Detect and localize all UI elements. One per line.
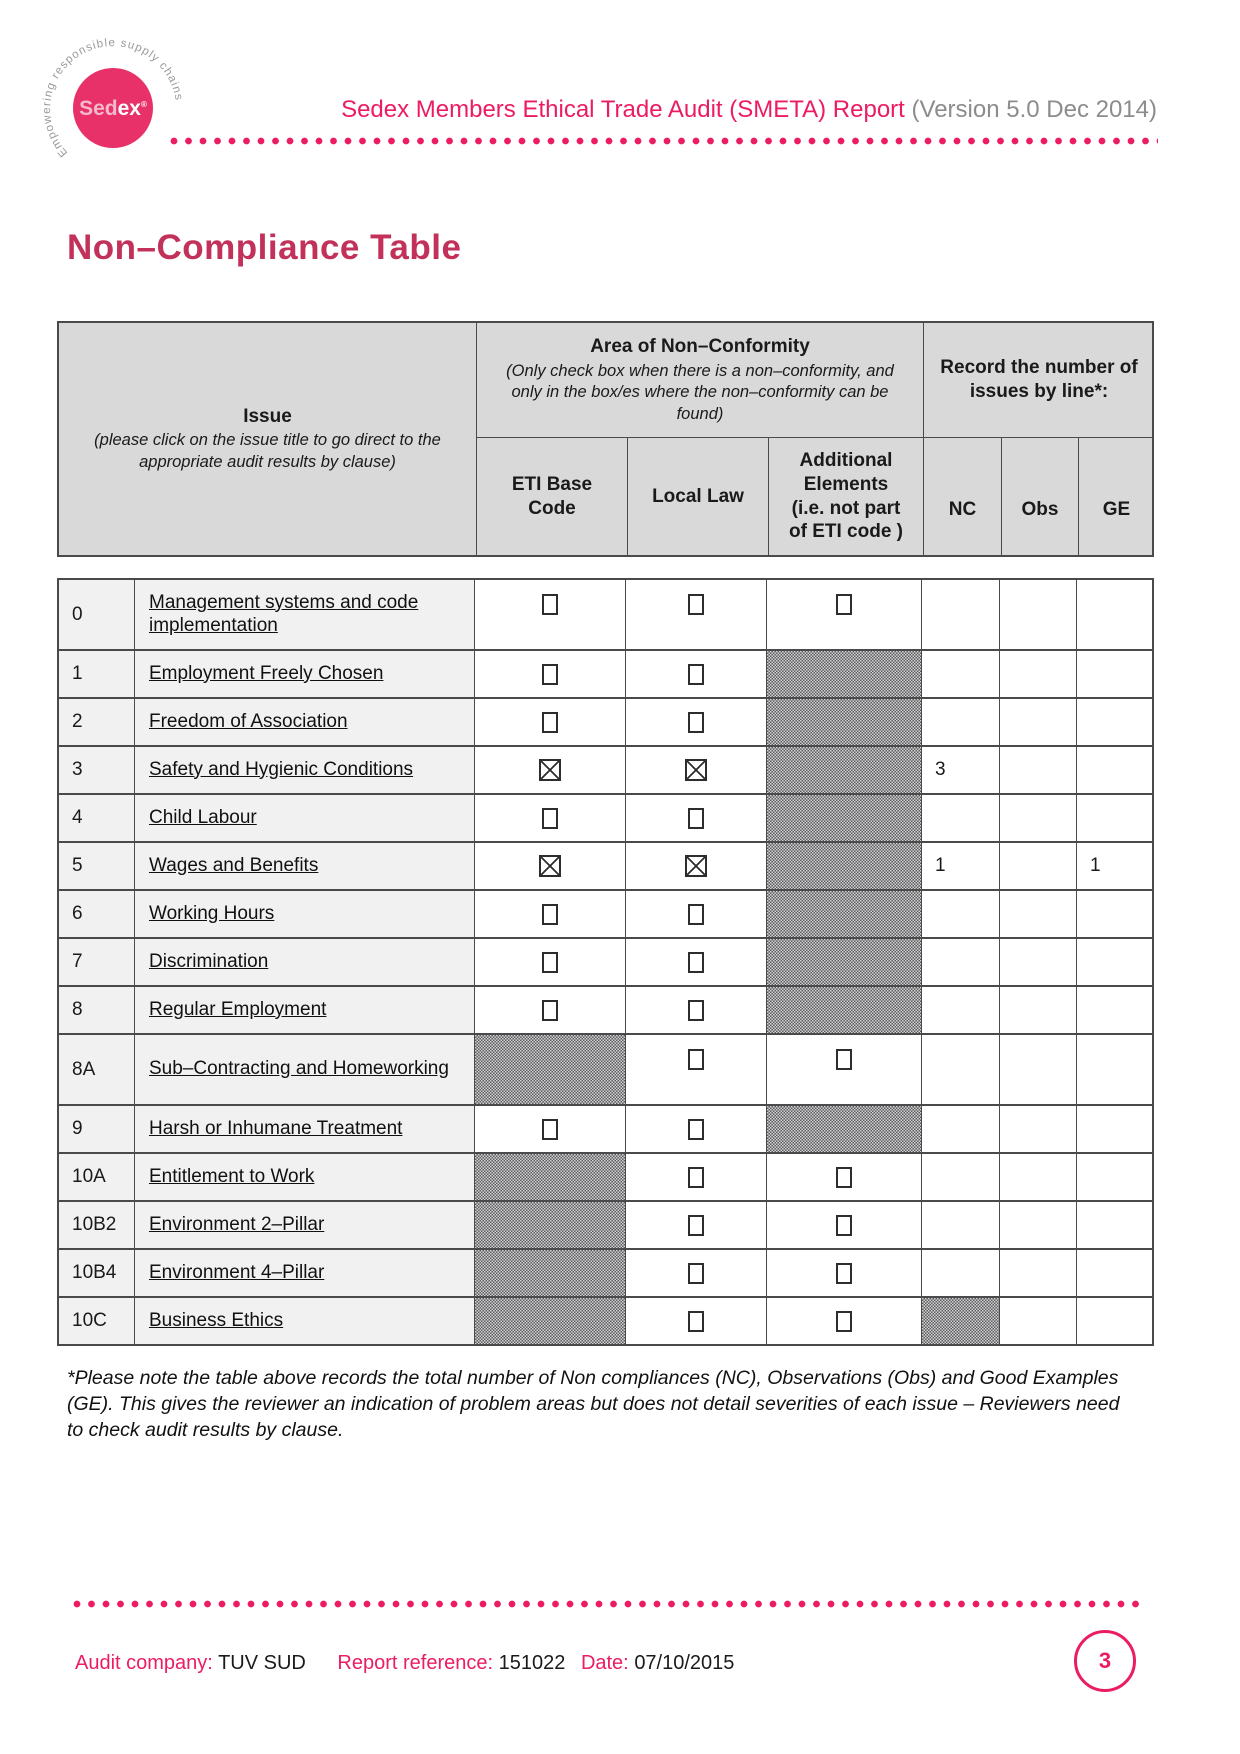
issue-link[interactable]: Environment 2–Pillar: [149, 1213, 325, 1235]
law-header-label: Local Law: [652, 485, 744, 507]
cell-eti: [475, 1035, 626, 1104]
report-reference-label: Report reference:: [337, 1652, 494, 1674]
cell-obs-count[interactable]: [1000, 891, 1077, 937]
table-row: [59, 939, 1152, 987]
row-id: 4: [59, 795, 135, 841]
cell-eti: [475, 699, 626, 745]
issue-link[interactable]: Working Hours: [149, 902, 275, 924]
logo-tagline: Empowering responsible supply chains: [41, 36, 185, 159]
issue-header-note: (please click on the issue title to go direct to the appropriate audit results by clause): [94, 431, 441, 471]
row-id: 3: [59, 747, 135, 793]
issue-cell: [135, 1298, 475, 1344]
eti-checkbox[interactable]: [542, 664, 558, 685]
cell-add: [767, 795, 922, 841]
table-footnote: *Please note the table above records the total number of Non compliances (NC), Observations (Obs) and Good Examples (GE). This gives the reviewer an indication of problem areas but does not detail severities of each issue – Reviewers need to check audit results by clause.: [67, 1367, 1120, 1441]
cell-law: [626, 1106, 767, 1152]
cell-law: [626, 987, 767, 1033]
header-dotted-divider: [170, 137, 1158, 145]
add-checkbox[interactable]: [836, 1049, 852, 1070]
cell-eti: [475, 747, 626, 793]
issue-cell: [135, 699, 475, 745]
column-header-obs: [1001, 437, 1078, 555]
issue-cell: [135, 891, 475, 937]
cell-law: [626, 1154, 767, 1200]
issue-link[interactable]: Harsh or Inhumane Treatment: [149, 1117, 403, 1139]
cell-nc-count[interactable]: 3: [922, 747, 1000, 793]
row-id: 2: [59, 699, 135, 745]
cell-law: [626, 580, 767, 649]
cell-obs-count[interactable]: [1000, 795, 1077, 841]
add-header-label: Additional Elements (i.e. not part of ETI code ): [789, 450, 903, 543]
column-header-additional-elements: [768, 437, 923, 555]
cell-ge-count[interactable]: [1077, 699, 1152, 745]
cell-eti: [475, 795, 626, 841]
cell-obs-count[interactable]: [1000, 1298, 1077, 1344]
cell-ge-count[interactable]: [1077, 1035, 1152, 1104]
report-masthead: [200, 96, 1157, 124]
issue-cell: [135, 795, 475, 841]
cell-obs-count[interactable]: [1000, 1106, 1077, 1152]
cell-ge-count[interactable]: [1077, 1154, 1152, 1200]
cell-ge-count[interactable]: [1077, 580, 1152, 649]
cell-eti: [475, 1202, 626, 1248]
issue-header-label: Issue: [243, 405, 292, 427]
cell-law: [626, 1298, 767, 1344]
law-checkbox[interactable]: [688, 1119, 704, 1140]
issue-cell: [135, 843, 475, 889]
law-checkbox[interactable]: [688, 594, 704, 615]
cell-nc-count[interactable]: [922, 1202, 1000, 1248]
audit-company-label: Audit company:: [75, 1652, 213, 1674]
row-id: 6: [59, 891, 135, 937]
eti-checkbox[interactable]: [542, 1000, 558, 1021]
cell-law: [626, 1202, 767, 1248]
column-header-area-of-non-conformity: [476, 323, 923, 437]
cell-eti: [475, 1106, 626, 1152]
column-header-ge: [1078, 437, 1154, 555]
eti-checkbox[interactable]: [542, 904, 558, 925]
table-row: [59, 843, 1152, 891]
area-header-label: Area of Non–Conformity: [590, 335, 810, 357]
issue-link[interactable]: Freedom of Association: [149, 710, 348, 732]
issue-cell: [135, 747, 475, 793]
issue-link[interactable]: Discrimination: [149, 950, 269, 972]
cell-obs-count[interactable]: [1000, 699, 1077, 745]
column-header-record-issues: [923, 323, 1154, 437]
cell-nc-count[interactable]: 1: [922, 843, 1000, 889]
law-checkbox[interactable]: [688, 1167, 704, 1188]
law-checkbox-checked[interactable]: [685, 759, 707, 781]
cell-eti: [475, 1154, 626, 1200]
eti-checkbox[interactable]: [542, 952, 558, 973]
cell-add: [767, 1154, 922, 1200]
issue-link[interactable]: Safety and Hygienic Conditions: [149, 758, 414, 780]
eti-checkbox-checked[interactable]: [539, 759, 561, 781]
table-row: [59, 747, 1152, 795]
date-value: 07/10/2015: [634, 1652, 735, 1674]
row-id: 10B4: [59, 1250, 135, 1296]
law-checkbox[interactable]: [688, 952, 704, 973]
row-id: 9: [59, 1106, 135, 1152]
report-version: (Version 5.0 Dec 2014): [911, 96, 1157, 123]
cell-law: [626, 651, 767, 697]
table-row: [59, 987, 1152, 1035]
cell-ge-count[interactable]: [1077, 987, 1152, 1033]
law-checkbox[interactable]: [688, 712, 704, 733]
add-checkbox[interactable]: [836, 1311, 852, 1332]
table-row: [59, 1106, 1152, 1154]
issue-link[interactable]: Business Ethics: [149, 1309, 284, 1331]
cell-obs-count[interactable]: [1000, 843, 1077, 889]
cell-obs-count[interactable]: [1000, 580, 1077, 649]
law-checkbox[interactable]: [688, 1215, 704, 1236]
obs-header-label: Obs: [1021, 498, 1059, 520]
cell-obs-count[interactable]: [1000, 1035, 1077, 1104]
table-row: [59, 1250, 1152, 1298]
cell-add: [767, 1106, 922, 1152]
cell-ge-count[interactable]: 1: [1090, 855, 1101, 876]
cell-eti: [475, 1250, 626, 1296]
table-row: [59, 891, 1152, 939]
cell-eti: [475, 843, 626, 889]
issue-link[interactable]: Regular Employment: [149, 998, 327, 1020]
page-title: Non–Compliance Table: [67, 228, 462, 267]
cell-add: [767, 843, 922, 889]
sedex-logo: [35, 30, 197, 198]
cell-law: [626, 891, 767, 937]
row-id: 8: [59, 987, 135, 1033]
logo-brand-sed: Sed: [79, 97, 118, 120]
add-checkbox[interactable]: [836, 594, 852, 615]
table-header: [57, 321, 1154, 557]
cell-add: [767, 1202, 922, 1248]
cell-add: [767, 1298, 922, 1344]
cell-law: [626, 795, 767, 841]
issue-link[interactable]: Child Labour: [149, 806, 257, 828]
table-row: [59, 1035, 1152, 1106]
issue-cell: [135, 1250, 475, 1296]
cell-nc-count[interactable]: [922, 891, 1000, 937]
cell-add: [767, 1250, 922, 1296]
row-id: 5: [59, 843, 135, 889]
law-checkbox[interactable]: [688, 904, 704, 925]
page-number: 3: [1098, 1648, 1112, 1673]
table-row: [59, 1154, 1152, 1202]
issue-cell: [135, 1106, 475, 1152]
cell-nc-count[interactable]: [922, 795, 1000, 841]
row-id: 10A: [59, 1154, 135, 1200]
table-row: [59, 580, 1152, 651]
logo-brand-ex: ex: [117, 97, 141, 120]
issue-link[interactable]: Management systems and code implementation: [149, 591, 419, 636]
issue-link[interactable]: Employment Freely Chosen: [149, 662, 384, 684]
cell-eti: [475, 891, 626, 937]
cell-obs-count[interactable]: [1000, 987, 1077, 1033]
date-label: Date:: [580, 1652, 629, 1674]
ge-header-label: GE: [1102, 498, 1131, 520]
cell-law: [626, 747, 767, 793]
row-id: 10C: [59, 1298, 135, 1344]
issue-cell: [135, 1202, 475, 1248]
nc-header-label: NC: [948, 498, 977, 520]
audit-company-value: TUV SUD: [218, 1652, 306, 1674]
cell-nc-count[interactable]: [922, 987, 1000, 1033]
cell-ge-count[interactable]: [1077, 939, 1152, 985]
issue-cell: [135, 1035, 475, 1104]
add-checkbox[interactable]: [836, 1215, 852, 1236]
issue-cell: [135, 987, 475, 1033]
cell-add: [767, 651, 922, 697]
cell-ge-count[interactable]: [1077, 1250, 1152, 1296]
cell-nc-count[interactable]: [922, 699, 1000, 745]
law-checkbox[interactable]: [688, 1049, 704, 1070]
cell-law: [626, 843, 767, 889]
issue-link[interactable]: Wages and Benefits: [149, 854, 319, 876]
cell-nc-count[interactable]: [922, 1250, 1000, 1296]
cell-obs-count[interactable]: [1000, 1154, 1077, 1200]
issue-link[interactable]: Entitlement to Work: [149, 1165, 315, 1187]
cell-ge-count[interactable]: [1077, 1202, 1152, 1248]
row-id: 7: [59, 939, 135, 985]
cell-obs-count[interactable]: [1000, 939, 1077, 985]
cell-add: [767, 747, 922, 793]
row-id: 8A: [59, 1035, 135, 1104]
column-header-nc: [923, 437, 1001, 555]
eti-checkbox[interactable]: [542, 712, 558, 733]
cell-ge-count[interactable]: [1077, 1106, 1152, 1152]
law-checkbox[interactable]: [688, 808, 704, 829]
table-row: [59, 651, 1152, 699]
issue-cell: [135, 651, 475, 697]
cell-add: [767, 987, 922, 1033]
eti-checkbox[interactable]: [542, 808, 558, 829]
row-id: 10B2: [59, 1202, 135, 1248]
cell-law: [626, 699, 767, 745]
cell-add: [767, 939, 922, 985]
table-row: [59, 699, 1152, 747]
cell-obs-count[interactable]: [1000, 747, 1077, 793]
law-checkbox-checked[interactable]: [685, 855, 707, 877]
footer-info: [75, 1652, 734, 1675]
footer-dotted-divider: [73, 1600, 1139, 1608]
cell-nc-count[interactable]: [922, 580, 1000, 649]
law-checkbox[interactable]: [688, 664, 704, 685]
cell-law: [626, 939, 767, 985]
cell-nc-count[interactable]: [922, 1106, 1000, 1152]
report-title: Sedex Members Ethical Trade Audit (SMETA) Report: [341, 96, 912, 123]
cell-obs-count[interactable]: [1000, 1250, 1077, 1296]
table-row: [59, 1298, 1152, 1346]
area-header-note: (Only check box when there is a non–conformity, and only in the box/es where the non–conformity can be found): [506, 361, 894, 423]
cell-ge-count[interactable]: [1077, 891, 1152, 937]
cell-add: [767, 891, 922, 937]
cell-nc-count[interactable]: [922, 651, 1000, 697]
cell-eti: [475, 651, 626, 697]
eti-checkbox[interactable]: [542, 1119, 558, 1140]
cell-add: [767, 1035, 922, 1104]
cell-nc-count[interactable]: [922, 1154, 1000, 1200]
issue-cell: [135, 1154, 475, 1200]
issue-link[interactable]: Sub–Contracting and Homeworking: [149, 1058, 449, 1080]
table-body: [57, 578, 1154, 1346]
column-header-issue: [59, 323, 476, 555]
cell-nc-count[interactable]: [922, 1035, 1000, 1104]
cell-eti: [475, 987, 626, 1033]
add-checkbox[interactable]: [836, 1167, 852, 1188]
cell-nc-count[interactable]: [922, 939, 1000, 985]
add-checkbox[interactable]: [836, 1263, 852, 1284]
cell-nc-count: [922, 1298, 1000, 1344]
law-checkbox[interactable]: [688, 1263, 704, 1284]
row-id: 0: [59, 580, 135, 649]
column-header-local-law: [627, 437, 768, 555]
report-reference-value: 151022: [498, 1652, 566, 1674]
eti-header-label: ETI Base Code: [511, 473, 593, 519]
cell-law: [626, 1035, 767, 1104]
record-header-label: Record the number of issues by line*:: [940, 357, 1138, 402]
table-row: [59, 1202, 1152, 1250]
law-checkbox[interactable]: [688, 1000, 704, 1021]
cell-eti: [475, 939, 626, 985]
svg-text:Sedex®: [79, 97, 147, 120]
eti-checkbox-checked[interactable]: [539, 855, 561, 877]
cell-law: [626, 1250, 767, 1296]
table-row: [59, 795, 1152, 843]
issue-cell: [135, 939, 475, 985]
cell-eti: [475, 580, 626, 649]
cell-ge-count[interactable]: [1077, 651, 1152, 697]
issue-cell: [135, 580, 475, 649]
page-number-badge: [1074, 1630, 1136, 1692]
law-checkbox[interactable]: [688, 1311, 704, 1332]
logo-brand-reg: ®: [140, 100, 147, 109]
column-header-eti-base-code: [476, 437, 627, 555]
cell-eti: [475, 1298, 626, 1344]
cell-ge-count[interactable]: [1077, 747, 1152, 793]
cell-add: [767, 580, 922, 649]
cell-obs-count[interactable]: [1000, 651, 1077, 697]
cell-obs-count[interactable]: [1000, 1202, 1077, 1248]
cell-add: [767, 699, 922, 745]
cell-ge-count[interactable]: [1077, 1298, 1152, 1344]
eti-checkbox[interactable]: [542, 594, 558, 615]
row-id: 1: [59, 651, 135, 697]
cell-ge-count[interactable]: [1077, 795, 1152, 841]
issue-link[interactable]: Environment 4–Pillar: [149, 1261, 325, 1283]
